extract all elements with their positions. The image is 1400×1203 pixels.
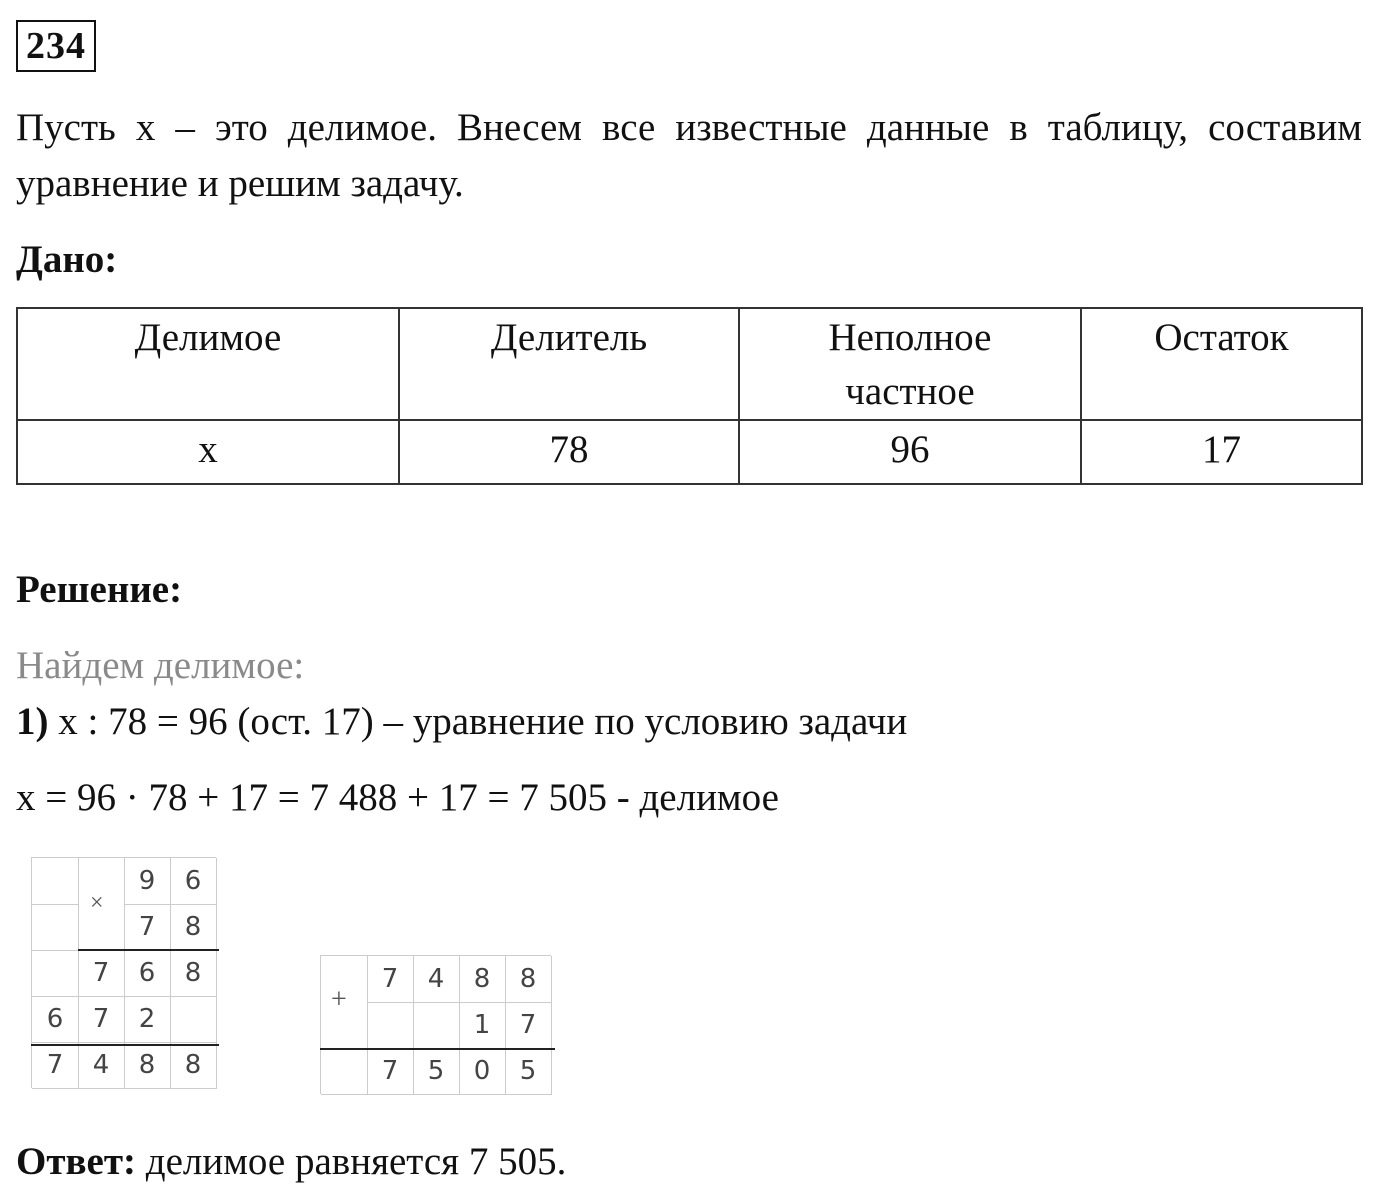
grid-cell: 8	[170, 950, 217, 997]
header-quotient: Неполное частное	[739, 308, 1081, 420]
grid-cell: 0	[459, 1048, 506, 1095]
grid-cell: 2	[124, 996, 171, 1043]
grid-cell: 6	[32, 996, 79, 1043]
multiplication-rule-2	[31, 1044, 219, 1046]
grid-cell: 6	[124, 950, 171, 997]
value-remainder: 17	[1081, 420, 1362, 484]
solution-heading: Решение:	[16, 568, 183, 611]
multiplication-grid	[31, 857, 216, 1088]
grid-cell	[321, 1048, 368, 1095]
addition-grid	[320, 955, 551, 1094]
grid-cell: 4	[413, 956, 460, 1003]
grid-cell: 8	[170, 1042, 217, 1089]
grid-cell	[170, 996, 217, 1043]
answer-label: Ответ:	[16, 1140, 137, 1183]
grid-cell: 8	[170, 904, 217, 951]
intro-paragraph: Пусть x – это делимое. Внесем все известные данные в таблицу, составим уравнение и решим задачу.	[16, 106, 1362, 205]
step-1	[16, 696, 907, 748]
grid-cell: 7	[78, 950, 125, 997]
grid-cell	[32, 858, 79, 905]
grid-cell	[32, 950, 79, 997]
grid-cell: 7	[32, 1042, 79, 1089]
given-table	[16, 307, 1363, 485]
answer	[16, 1136, 566, 1188]
grid-cell: 9	[124, 858, 171, 905]
header-dividend: Делимое	[17, 308, 399, 420]
step-1-number: 1)	[16, 700, 49, 743]
grid-cell: 5	[413, 1048, 460, 1095]
given-heading: Дано:	[16, 238, 118, 281]
grid-cell: 6	[170, 858, 217, 905]
grid-cell: 8	[124, 1042, 171, 1089]
grid-cell: 7	[124, 904, 171, 951]
value-quotient: 96	[739, 420, 1081, 484]
table-row	[17, 420, 1362, 484]
grid-cell	[32, 904, 79, 951]
grid-cell: 5	[505, 1048, 552, 1095]
grid-cell: 7	[367, 956, 414, 1003]
multiplication-rule-1	[78, 949, 219, 951]
answer-text: делимое равняется 7 505.	[136, 1140, 567, 1183]
grid-cell	[367, 1002, 414, 1049]
grid-cell: 7	[367, 1048, 414, 1095]
grid-cell: 8	[505, 956, 552, 1003]
step-hint: Найдем делимое:	[16, 644, 305, 687]
table-header-row	[17, 308, 1362, 420]
grid-cell: 8	[459, 956, 506, 1003]
grid-cell: 7	[78, 996, 125, 1043]
grid-cell: 4	[78, 1042, 125, 1089]
plus-sign-icon: +	[331, 984, 347, 1015]
multiply-sign-icon: ×	[90, 890, 104, 916]
value-divisor: 78	[399, 420, 739, 484]
problem-number: 234	[16, 20, 96, 72]
value-dividend: x	[17, 420, 399, 484]
grid-cell	[413, 1002, 460, 1049]
grid-cell: 1	[459, 1002, 506, 1049]
header-remainder: Остаток	[1081, 308, 1362, 420]
grid-cell: 7	[505, 1002, 552, 1049]
header-divisor: Делитель	[399, 308, 739, 420]
step-1-text: x : 78 = 96 (ост. 17) – уравнение по условию задачи	[48, 700, 908, 743]
step-2: x = 96 · 78 + 17 = 7 488 + 17 = 7 505 - делимое	[16, 776, 779, 819]
addition-rule	[320, 1048, 555, 1050]
